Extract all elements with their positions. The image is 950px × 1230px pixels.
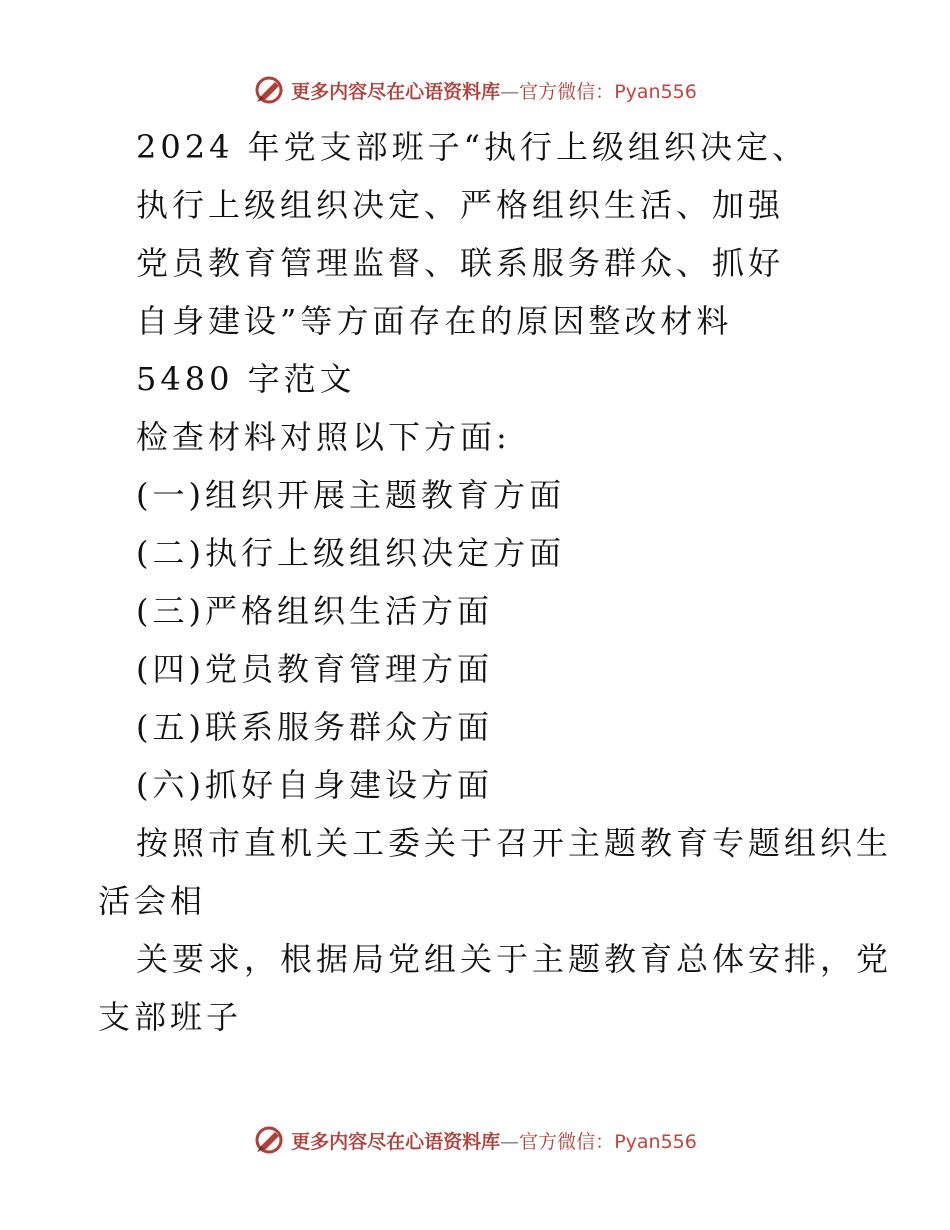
title-line: 执行上级组织决定、严格组织生活、加强	[136, 186, 785, 224]
title-line: 自身建设”等方面存在的原因整改材料	[136, 302, 733, 340]
header-watermark	[0, 70, 950, 110]
watermark-wechat-label: 官方微信：	[519, 80, 615, 103]
watermark-wechat-id: Pyan556	[614, 1130, 697, 1153]
red-pen-circle-logo-icon	[253, 74, 285, 106]
paragraph-line: 活会相	[98, 882, 207, 920]
watermark-dash: —	[500, 1130, 520, 1153]
title-line: 5480 字范文	[136, 360, 356, 398]
aspect-item: (三)严格组织生活方面	[136, 592, 493, 630]
paragraph-line: 按照市直机关工委关于召开主题教育专题组织生	[136, 824, 893, 862]
watermark-main-text: 更多内容尽在心语资料库	[291, 1130, 501, 1153]
watermark-text	[291, 77, 697, 104]
watermark-wechat-id: Pyan556	[614, 80, 697, 103]
footer-watermark	[0, 1120, 950, 1160]
title-line: 党员教育管理监督、联系服务群众、抓好	[136, 244, 785, 282]
paragraph-line: 关要求，根据局党组关于主题教育总体安排，党	[136, 940, 893, 978]
title-line: 2024 年党支部班子“执行上级组织决定、	[136, 128, 808, 166]
aspect-item: (六)抓好自身建设方面	[136, 766, 493, 804]
aspect-item: (一)组织开展主题教育方面	[136, 476, 565, 514]
watermark-text	[291, 1127, 697, 1154]
watermark-dash: —	[500, 80, 520, 103]
aspect-item: (二)执行上级组织决定方面	[136, 534, 565, 572]
aspect-item: (五)联系服务群众方面	[136, 708, 493, 746]
intro-text: 检查材料对照以下方面:	[136, 418, 511, 456]
watermark-main-text: 更多内容尽在心语资料库	[291, 80, 501, 103]
document-body	[98, 118, 893, 1046]
red-pen-circle-logo-icon	[253, 1124, 285, 1156]
paragraph-line: 支部班子	[98, 998, 243, 1036]
aspect-item: (四)党员教育管理方面	[136, 650, 493, 688]
watermark-wechat-label: 官方微信：	[519, 1130, 615, 1153]
